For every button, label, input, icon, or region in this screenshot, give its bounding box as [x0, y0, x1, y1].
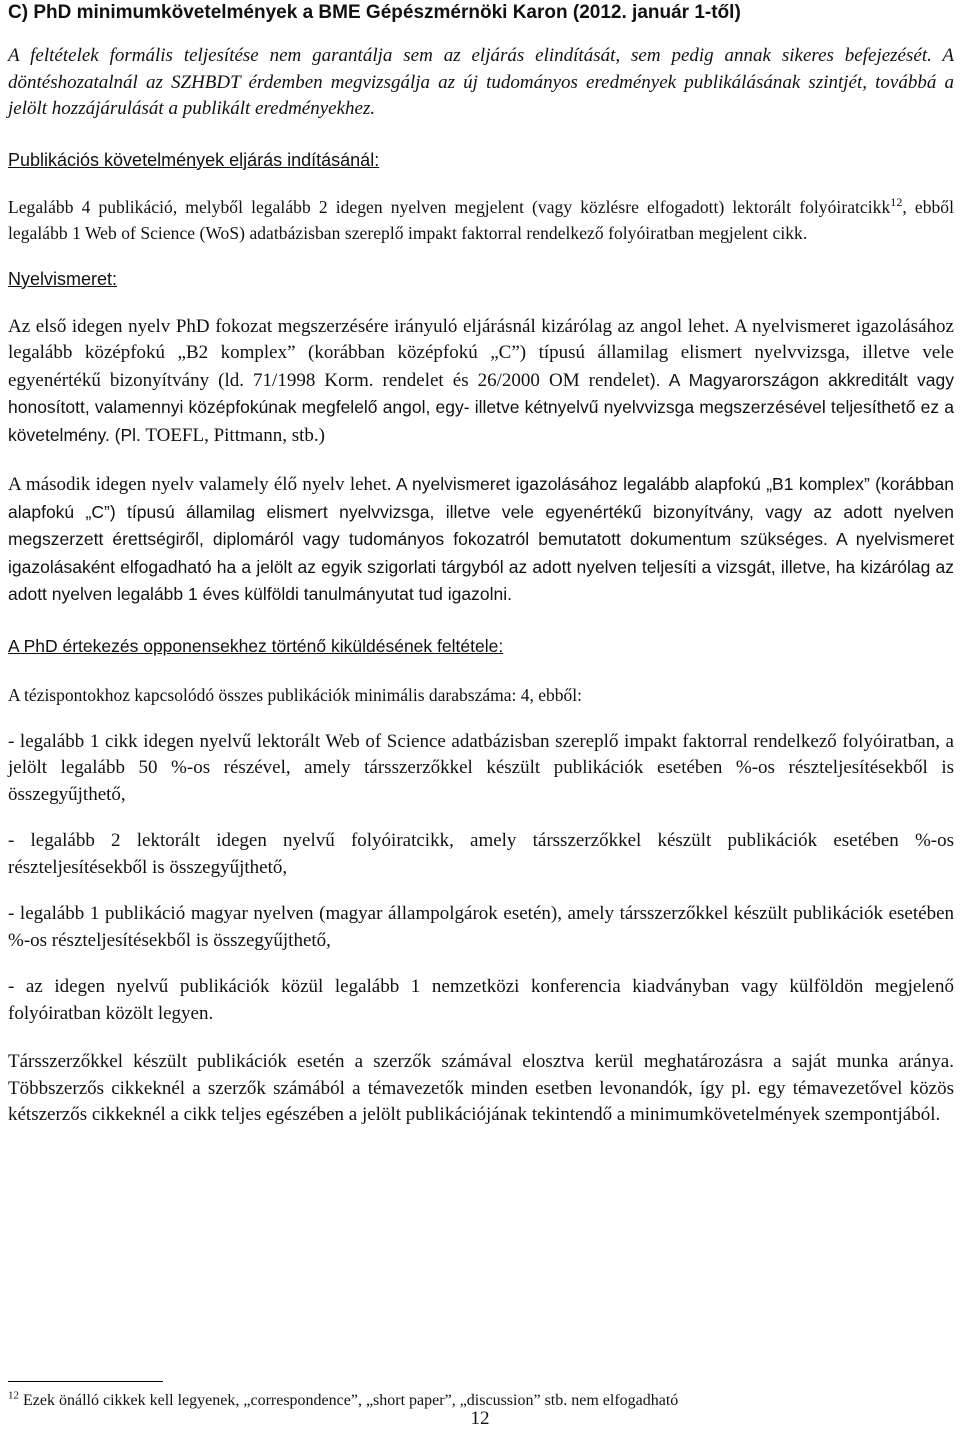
- language-p2-sans: A nyelvismeret igazolásához legalább alapfokú „B1 komplex” (korábban alapfokú „C”) típusú államilag elismert nyelvvizsga, illetve vele egyenértékű bizonyítvány, vagy az adott nyelven megszerzett érettségiről, diplomáról vagy tudományos fokozatról bemutatott dokumentum szükséges. A nyelvismeret igazolásaként elfogadható ha a jelölt az egyik szigorlati tárgyból az adott nyelven teljesíti a vizsgát, illetve, ha kizárólag az adott nyelven legalább 1 éves külföldi tanulmányutat tud igazolni.: [8, 474, 954, 604]
- publication-text-b: , ebből legalább 1 Web of Science (WoS) adatbázisban szereplő impakt faktorral rendelkező folyóiratban megjelent cikk.: [8, 196, 954, 243]
- language-p1-a: Az első idegen nyelv PhD fokozat megszerzésére irányuló eljárásnál kizárólag az angol lehet. A nyelvismeret igazolásához legalább középfokú „B2 komplex” (korábban középfokú „C”) típusú államilag elismert nyelvvizsga, illetve vele egyenértékű bizonyítvány (ld. 71/1998 Korm. rendelet és 26/2000 OM rendelet: [8, 315, 954, 391]
- title-bold: C) PhD minimumkövetelmények a BME Gépészmérnöki Karon: [8, 2, 568, 23]
- publication-paragraph: [8, 194, 954, 247]
- page-title: [8, 0, 954, 26]
- opponents-item-2: - legalább 2 lektorált idegen nyelvű folyóiratcikk, amely társszerzőkkel készült publikációk esetében %-os részteljesítésekből is összegyűjthető,: [8, 830, 954, 878]
- footnote-separator: [8, 1381, 163, 1382]
- language-paragraph-2: [8, 471, 954, 609]
- document-page: [8, 0, 954, 1129]
- language-p1-sans: ). A Magyarországon akkreditált vagy honosított, valamennyi középfokúnak megfelelő angol, egy- illetve kétnyelvű nyelvvizsga megszerzésével teljesíthető ez a követelmény. (Pl.: [8, 369, 955, 445]
- language-p2-serif: A második idegen nyelv valamely élő nyelv lehet.: [8, 474, 392, 495]
- opponents-intro: A tézispontokhoz kapcsolódó összes publikációk minimális darabszáma: 4, ebből:: [8, 685, 582, 705]
- page-number: 12: [470, 1408, 490, 1429]
- opponents-item-1: - legalább 1 cikk idegen nyelvű lektorált Web of Science adatbázisban szereplő impakt faktorral rendelkező folyóiratban, a jelölt legalább 50 %-os részével, amely társszerzőkkel készült publikációk esetében %-os részteljesítésekből is összegyűjthető,: [8, 730, 954, 805]
- opponents-item-3: - legalább 1 publikáció magyar nyelven (magyar állampolgárok esetén), amely társszerzőkkel készült publikációk esetében %-os részteljesítésekből is összegyűjthető,: [8, 903, 954, 951]
- footnote-text: Ezek önálló cikkek kell legyenek, „correspondence”, „short paper”, „discussion” stb. nem elfogadható: [19, 1392, 679, 1409]
- publication-text-a: Legalább 4 publikáció, melyből legalább 2 idegen nyelven megjelent (vagy közlésre elfogadott) lektorált folyóiratcikk: [8, 196, 891, 217]
- footnote-number: 12: [8, 1389, 19, 1402]
- language-p1-b: TOEFL, Pittmann, stb.): [140, 424, 325, 446]
- language-heading: Nyelvismeret:: [8, 268, 118, 289]
- footnote-ref: 12: [890, 194, 903, 209]
- intro-paragraph: A feltételek formális teljesítése nem garantálja sem az eljárás elindítását, sem pedig annak sikeres befejezését. A döntéshozatalnál az SZHBDT érdemben megvizsgálja az új tudományos eredmények publikálásának szintjét, továbbá a jelölt hozzájárulását a publikált eredményekhez.: [8, 45, 954, 119]
- publication-heading: Publikációs követelmények eljárás indításánál:: [8, 149, 380, 170]
- language-paragraph-1: [8, 314, 954, 450]
- opponents-heading: [8, 633, 954, 661]
- title-date: (2012. január 1-től): [567, 2, 741, 23]
- opponents-heading-text: A PhD értekezés opponensekhez történő kiküldésének feltétele:: [8, 635, 504, 656]
- opponents-closing: Társszerzőkkel készült publikációk esetén a szerzők számával elosztva kerül meghatározásra a saját munka aránya. Többszerzős cikkeknél a szerzők számából a témavezetők minden esetben levonandók, így pl. egy témavezetővel közös kétszerzős cikkeknél a cikk teljes egészében a jelölt publikációjának tekintendő a minimumkövetelmények szempontjából.: [8, 1051, 954, 1125]
- opponents-item-4: - az idegen nyelvű publikációk közül legalább 1 nemzetközi konferencia kiadványban vagy külföldön megjelenő folyóiratban közölt legyen.: [8, 976, 954, 1024]
